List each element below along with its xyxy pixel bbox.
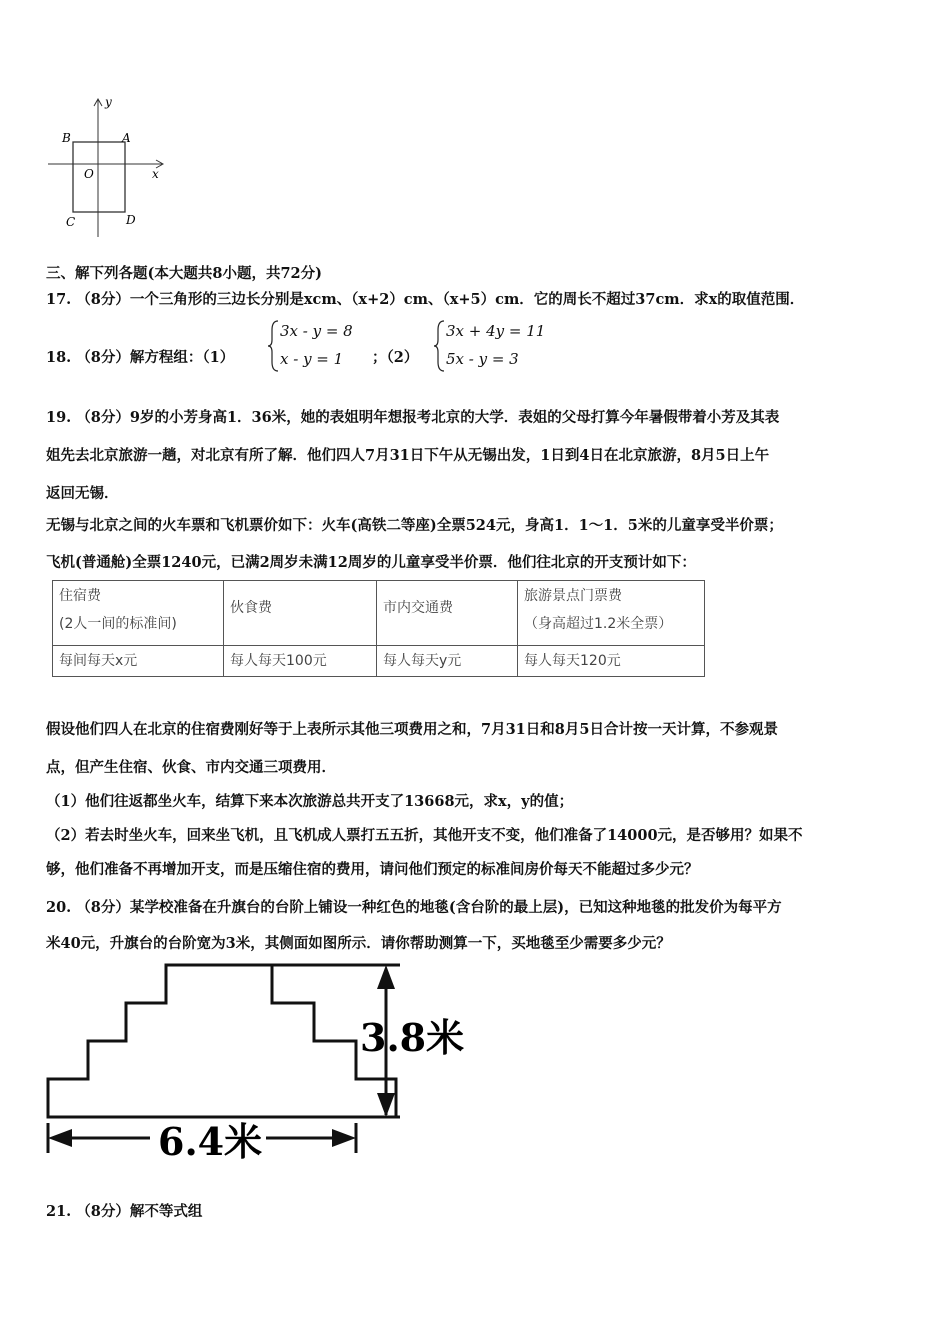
question-21: 21. （8分）解不等式组 (46, 1203, 203, 1220)
question-17: 17. （8分）一个三角形的三边长分别是xcm、（x+2）cm、（x+5）cm．它的周长不超过37cm．求x的取值范围． (46, 291, 805, 308)
brace-system-2 (434, 320, 446, 372)
system-2-equation-1: 3x + 4y = 11 (446, 322, 546, 340)
header-tickets-label: 旅游景点门票费 (524, 588, 622, 604)
stairs-figure (40, 955, 480, 1170)
fees-table (52, 580, 705, 677)
label-x: x (152, 167, 159, 181)
question-19-line-1: 19. （8分）9岁的小芳身高1．36米，她的表姐明年想报考北京的大学．表姐的父母打算今年暑假带着小芳及其表 (46, 409, 780, 426)
header-lodging-label: 住宿费 (59, 588, 101, 604)
table-header-row (53, 581, 705, 646)
width-arrow-right (332, 1129, 356, 1147)
header-lodging-note: (2人一间的标准间) (59, 616, 177, 632)
width-arrow-left (48, 1129, 72, 1147)
coordinate-figure (40, 92, 180, 242)
question-20-line-2: 米40元，升旗台的台阶宽为3米，其侧面如图所示．请你帮助测算一下，买地毯至少需要多少元？ (46, 935, 671, 952)
value-lodging: 每间每天x元 (53, 646, 224, 677)
label-b: B (62, 131, 71, 145)
value-transport: 每人每天y元 (377, 646, 518, 677)
question-20-line-1: 20. （8分）某学校准备在升旗台的台阶上铺设一种红色的地毯(含台阶的最上层)，已知这种地毯的批发价为每平方 (46, 899, 782, 916)
header-transport: 市内交通费 (377, 581, 518, 646)
question-18-separator: ；（2） (372, 349, 419, 366)
system-2-equation-2: 5x - y = 3 (446, 350, 519, 368)
height-arrow-top (377, 965, 395, 989)
question-19-line-3: 返回无锡． (46, 485, 119, 502)
height-arrow-bottom (377, 1093, 395, 1117)
question-19-line-2: 姐先去北京旅游一趟，对北京有所了解．他们四人7月31日下午从无锡出发，1日到4日在北京旅游，8月5日上午 (46, 447, 770, 464)
question-19-part-2-line-1: （2）若去时坐火车，回来坐飞机，且飞机成人票打五五折，其他开支不变，他们准备了14000元，是否够用？如果不 (46, 827, 803, 844)
label-a: A (122, 131, 131, 145)
height-label: 3.8米 (360, 1015, 465, 1060)
header-food: 伙食费 (224, 581, 377, 646)
question-19-line-4: 无锡与北京之间的火车票和飞机票价如下：火车(高铁二等座)全票524元，身高1．1～1．5米的儿童享受半价票； (46, 517, 783, 534)
label-d: D (126, 213, 136, 227)
label-c: C (66, 215, 76, 229)
header-tickets (518, 581, 705, 646)
value-food: 每人每天100元 (224, 646, 377, 677)
width-label: 6.4米 (158, 1119, 263, 1164)
label-y: y (105, 95, 112, 109)
question-19-line-7: 点，但产生住宿、伙食、市内交通三项费用． (46, 759, 336, 776)
label-o: O (84, 167, 94, 181)
stairs-outline (48, 965, 396, 1117)
brace-system-1 (268, 320, 280, 372)
question-19-line-6: 假设他们四人在北京的住宿费刚好等于上表所示其他三项费用之和，7月31日和8月5日合计按一天计算，不参观景 (46, 721, 778, 738)
question-19-part-2-line-2: 够，他们准备不再增加开支，而是压缩住宿的费用，请问他们预定的标准间房价每天不能超过多少元？ (46, 861, 699, 878)
value-tickets: 每人每天120元 (518, 646, 705, 677)
header-tickets-note: （身高超过1.2米全票） (524, 616, 673, 632)
section-three-heading: 三、解下列各题(本大题共8小题，共72分) (46, 265, 322, 282)
header-lodging (53, 581, 224, 646)
question-18-prefix: 18. （8分）解方程组：（1） (46, 349, 235, 366)
system-1-equation-2: x - y = 1 (280, 350, 344, 368)
table-value-row (53, 646, 705, 677)
square-abcd (73, 142, 125, 212)
system-1-equation-1: 3x - y = 8 (280, 322, 353, 340)
question-19-line-5: 飞机(普通舱)全票1240元，已满2周岁未满12周岁的儿童享受半价票．他们往北京的开支预计如下： (46, 554, 696, 571)
question-19-part-1: （1）他们往返都坐火车，结算下来本次旅游总共开支了13668元，求x，y的值； (46, 793, 574, 810)
